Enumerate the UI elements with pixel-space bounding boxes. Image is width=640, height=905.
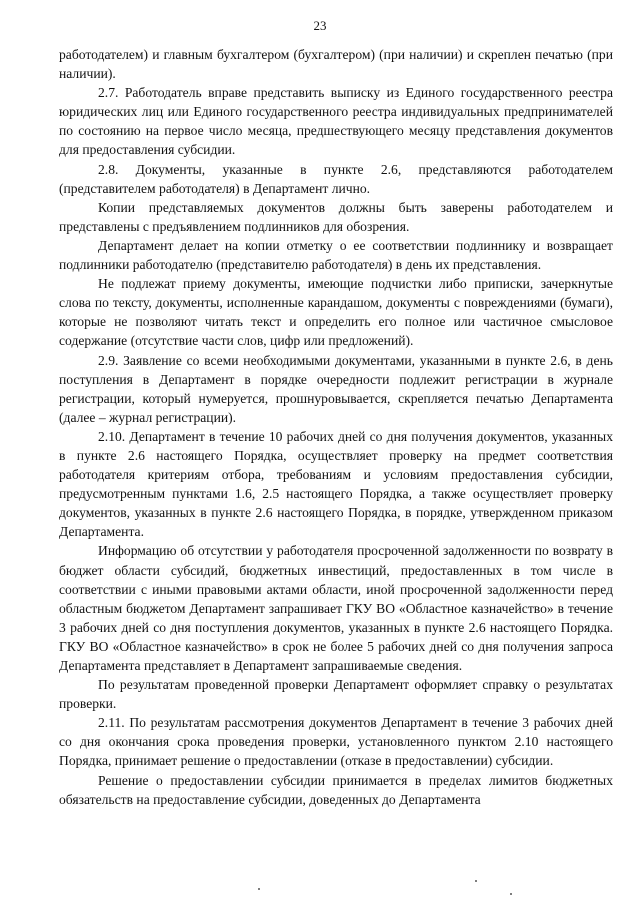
paragraph-debt-info: Информацию об отсутствии у работодателя просроченной задолженности по возврату в бюджет области субсидий, бюджетных инвестиций, предоставленных в том числе в соответствии с иными правовыми актами области, иной просроченной задолженности перед областным бюджетом Департамент запрашивает ГКУ ВО «Областное казначейство» в течение 3 рабочих дней со дня поступления документов, указанных в пункте 2.6 настоящего Порядка. ГКУ ВО «Областное казначейство» в срок не более 5 рабочих дней со дня получения запроса Департамента представляет в Департамент запрашиваемые сведения. — [59, 543, 613, 673]
scan-speck — [510, 893, 512, 895]
scan-speck — [258, 888, 260, 890]
paragraph-2-11: 2.11. По результатам рассмотрения документов Департамент в течение 3 рабочих дней со дня окончания срока проведения проверки, установленного пунктом 2.10 настоящего Порядка, принимает решение о предоставлении (отказе в предоставлении) субсидии. — [59, 715, 613, 769]
scan-speck — [475, 880, 477, 882]
paragraph-copies: Копии представляемых документов должны быть заверены работодателем и представлены с предъявлением подлинников для обозрения. — [59, 199, 613, 234]
document-body — [59, 45, 613, 809]
paragraph-department-mark: Департамент делает на копии отметку о ее соответствии подлиннику и возвращает подлинники работодателю (представителю работодателя) в день их представления. — [59, 237, 613, 273]
paragraph-check-result: По результатам проведенной проверки Департамент оформляет справку о результатах проверки. — [59, 677, 613, 712]
paragraph-continued: работодателем) и главным бухгалтером (бухгалтером) (при наличии) и скреплен печатью (при наличии). — [59, 47, 613, 82]
paragraph-decision: Решение о предоставлении субсидии принимается в пределах лимитов бюджетных обязательств на предоставление субсидии, доведенных до Департамента — [59, 772, 613, 807]
paragraph-2-8: 2.8. Документы, указанные в пункте 2.6, представляются работодателем (представителем работодателя) в Департамент лично. — [59, 161, 613, 196]
paragraph-2-7: 2.7. Работодатель вправе представить выписку из Единого государственного реестра юридических лиц или Единого государственного реестра индивидуальных предпринимателей по состоянию на первое число месяца, предшествующего месяцу представления документов для предоставления субсидии. — [59, 85, 613, 158]
paragraph-2-10: 2.10. Департамент в течение 10 рабочих дней со дня получения документов, указанных в пункте 2.6 настоящего Порядка, осуществляет проверку на предмет соответствия работодателя критериям отбора, требованиям и условиям предоставления субсидии, предусмотренным пунктами 1.6, 2.5 настоящего Порядка, а также осуществляет проверку документов, указанных в пункте 2.6 настоящего Порядка, в порядке, утвержденном приказом Департамента. — [59, 428, 613, 540]
paragraph-2-9: 2.9. Заявление со всеми необходимыми документами, указанными в пункте 2.6, в день поступления в Департамент в порядке очередности подлежит регистрации в журнале регистрации, который нумеруется, прошнуровывается, скрепляется печатью Департамента (далее – журнал регистрации). — [59, 352, 613, 425]
page-number: 23 — [313, 18, 327, 33]
paragraph-not-accepted: Не подлежат приему документы, имеющие подчистки либо приписки, зачеркнутые слова по тексту, документы, исполненные карандашом, документы с повреждениями (бумаги), которые не позволяют читать текст и определить его полное или частичное смысловое содержание (отсутствие части слов, цифр или предложений). — [59, 276, 613, 349]
